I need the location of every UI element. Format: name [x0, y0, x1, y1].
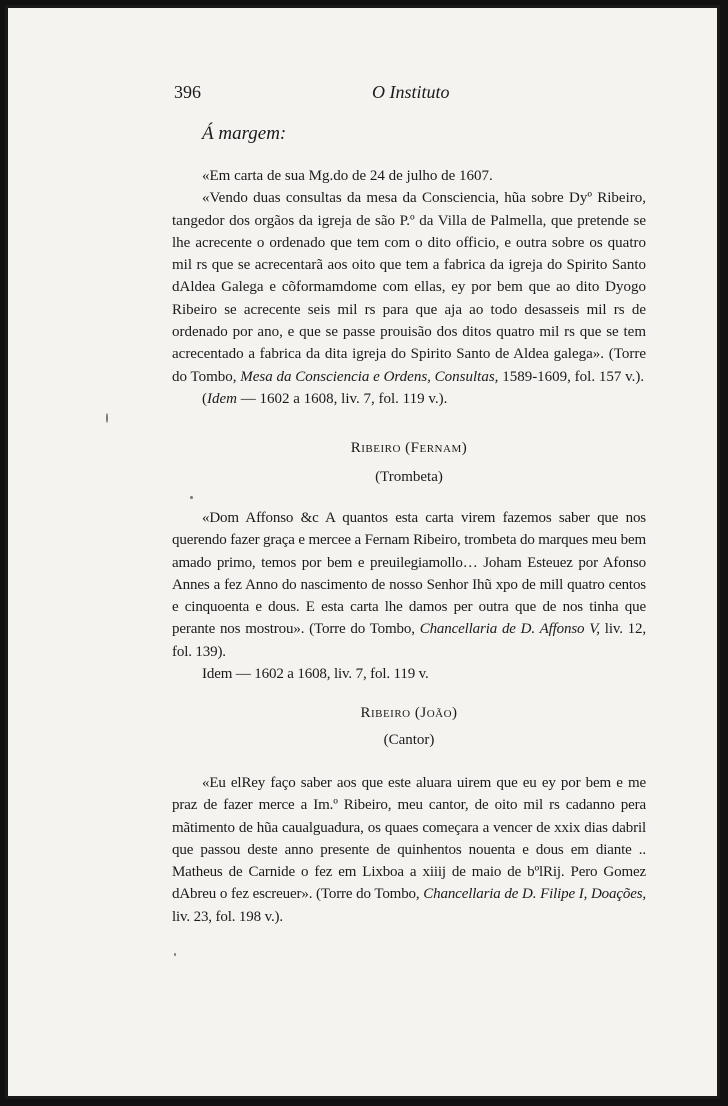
- section-2-paragraph-2: Idem — 1602 a 1608, liv. 7, fol. 119 v.: [202, 666, 429, 683]
- scan-speck: [106, 413, 108, 423]
- section-1-paragraph-1: «Em carta de sua Mg.do de 24 de julho de 1607.: [202, 168, 493, 184]
- scan-speck: [174, 953, 176, 956]
- section-1-idem-ref: — 1602 a 1608, liv. 7, fol. 119 v.).: [240, 390, 448, 407]
- section-1-paragraph-2: [172, 187, 646, 388]
- running-title: O Instituto: [372, 82, 450, 102]
- section-2-paragraph-1: [172, 507, 646, 663]
- page-header: [172, 82, 646, 106]
- section-3-source-ref: liv. 23, fol. 198 v.).: [172, 908, 283, 925]
- section-2-role: (Trombeta): [375, 469, 443, 485]
- scan-speck: [190, 496, 193, 499]
- margin-heading: Á margem:: [202, 123, 287, 144]
- section-3-paragraph-1: [172, 772, 646, 928]
- section-2-body: [172, 507, 646, 685]
- page-number: 396: [174, 82, 201, 102]
- section-1-quote: «Vendo duas consultas da mesa da Consciencia, hũa sobre Dyº Ribeiro, tangedor dos orgãos da igreja de são P.º da Villa de Palmella, que pretende se lhe acrecente o ordenado que tem com o dito officio, e outra sobre os quatro mil rs que se acrecentarã aos oito que tem a fabrica da igreja do Spirito Santo dAldea Galega e cõformamdome com ellas, ey por bem que ao dito Dyogo Ribeiro se acrecente seis mil rs para que aja ao todo desasseis mil rs de ordenado por ano, e que se passe prouisão dos ditos quatro mil rs que se tem acrecentado a fabrica da dita igreja do Spirito Santo de Aldea galega». (Torre do Tombo,: [172, 190, 646, 385]
- section-3-heading: Ribeiro (João): [360, 705, 458, 721]
- section-2-source-title: Chancellaria de D. Affonso V,: [419, 621, 600, 638]
- section-2-source-ref: liv. 12, fol. 139).: [172, 621, 646, 660]
- section-1-body: [172, 165, 646, 410]
- section-3-role: (Cantor): [383, 732, 435, 748]
- section-2-heading: Ribeiro (Fernam): [350, 440, 468, 456]
- section-1-source-title: Mesa da Consciencia e Ordens, Consultas,: [240, 368, 499, 385]
- section-1-idem: Idem: [207, 390, 237, 407]
- section-1-source-ref: 1589-1609, fol. 157 v.).: [502, 368, 645, 385]
- section-2-quote: «Dom Affonso &c A quantos esta carta virem fazemos saber que nos querendo fazer graça e mercee a Fernam Ribeiro, trombeta do marques meu bem amado primo, temos por bem e preuilegiamollo… Joham Esteuez por Afonso Annes a fez Anno do nascimento de nosso Senhor Ihũ xpo de mill quatro centos e cinquoenta e dous. E esta carta lhe damos per outra que de nos tinha que perante nos mostrou». (Torre do Tombo,: [172, 510, 646, 638]
- section-3-body: [172, 772, 646, 928]
- section-3-quote: «Eu elRey faço saber aos que este aluara uirem que eu ey por bem e me praz de fazer merce a Im.º Ribeiro, meu cantor, de oito mil rs cadanno pera mãtimento de hũa caualguadura, os quaes começara a vencer de xxix dias dabril que passou deste anno presente de quinhentos nouenta e dous em diante .. Matheus de Carnide o fez em Lixboa a xiiij de maio de bºlRij. Pero Gomez dAbreu o fez escreuer». (Torre do Tombo,: [172, 775, 646, 903]
- section-3-source-title: Chancellaria de D. Filipe I, Doações,: [423, 886, 646, 903]
- document-page: [5, 5, 720, 1099]
- section-1-paragraph-3: (Idem — 1602 a 1608, liv. 7, fol. 119 v.).: [202, 390, 448, 407]
